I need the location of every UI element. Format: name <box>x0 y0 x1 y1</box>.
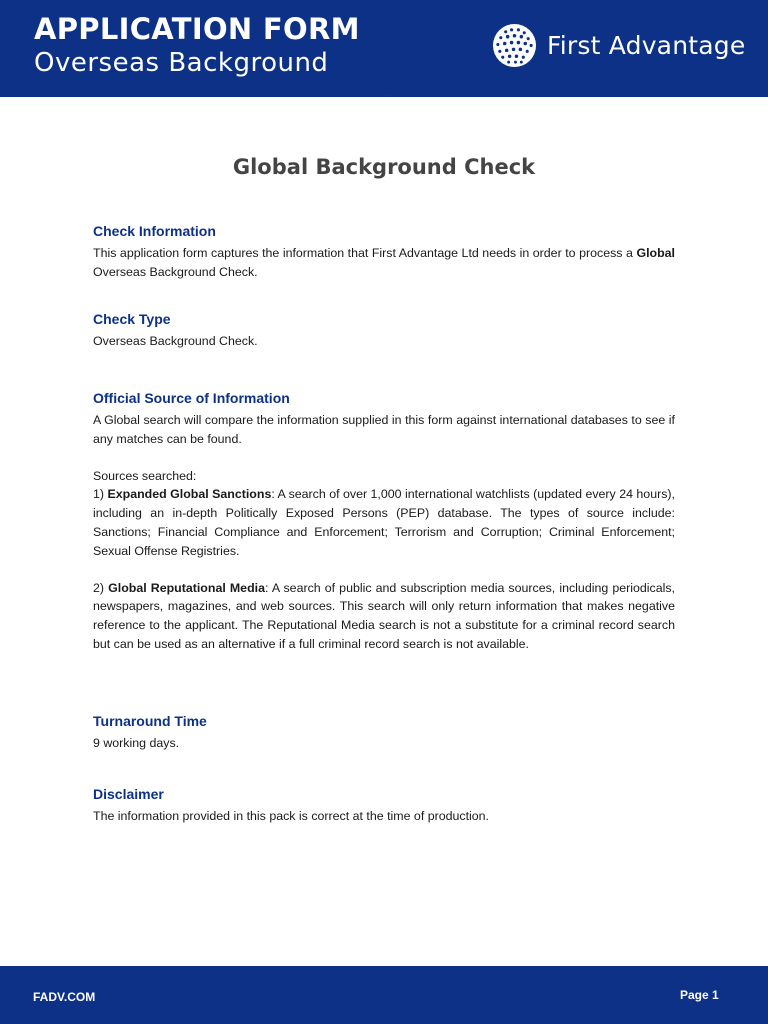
section-heading: Disclaimer <box>93 786 164 802</box>
section-body: Overseas Background Check. <box>93 334 258 348</box>
item-text: : A search of public and subscription media sources, including periodicals, newspapers, magazines, and web sources. This search will only return information that makes negative reference to the applicant. The Reputational Media search is not a substitute for a criminal record search but can be used as an alternative if a full criminal record search is not available. <box>93 580 675 651</box>
section-official-source <box>93 390 675 654</box>
footer-banner <box>0 966 768 1024</box>
page-number: Page 1 <box>680 988 719 1002</box>
section-heading: Check Information <box>93 223 216 239</box>
item-bold-text: Global Reputational Media <box>108 580 265 595</box>
form-title: APPLICATION FORM <box>34 12 360 46</box>
header-banner <box>0 0 768 97</box>
section-heading: Official Source of Information <box>93 390 290 406</box>
brand-logo <box>492 22 745 68</box>
body-text: Overseas Background Check. <box>93 264 258 279</box>
section-disclaimer <box>93 786 675 826</box>
page-title: Global Background Check <box>232 155 536 179</box>
globe-icon <box>492 23 537 68</box>
footer-site-link[interactable]: FADV.COM <box>33 990 96 1004</box>
body-bold-text: Global <box>636 246 675 260</box>
section-check-information <box>93 223 675 282</box>
source-item-1 <box>93 485 675 560</box>
body-text: This application form captures the information that First Advantage Ltd needs in order to process a <box>93 246 637 260</box>
divider-mark <box>383 95 391 96</box>
item-bold-text: Expanded Global Sanctions <box>107 487 272 502</box>
section-heading: Check Type <box>93 311 171 327</box>
section-body <box>93 244 675 282</box>
item-text: : A search of over 1,000 international watchlists (updated every 24 hours), including an in-depth Politically Exposed Persons (PEP) database. The types of source include: Sanctions; Financial Compliance and Enforcement; Terrorism and Corruption; Criminal Enforcement; Sexual Offense Registries. <box>93 487 675 558</box>
form-subtitle: Overseas Background <box>34 48 329 78</box>
section-body: The information provided in this pack is correct at the time of production. <box>93 809 490 823</box>
item-number: 1) <box>93 487 108 502</box>
section-body: 9 working days. <box>93 736 180 750</box>
sources-label: Sources searched: <box>93 468 197 483</box>
item-number: 2) <box>93 580 109 595</box>
section-check-type <box>93 311 675 351</box>
section-heading: Turnaround Time <box>93 713 207 729</box>
source-item-2 <box>93 579 675 654</box>
section-turnaround-time <box>93 713 675 753</box>
section-intro: A Global search will compare the information supplied in this form against international databases to see if any matches can be found. <box>93 413 675 446</box>
brand-name: First Advantage <box>547 30 746 60</box>
